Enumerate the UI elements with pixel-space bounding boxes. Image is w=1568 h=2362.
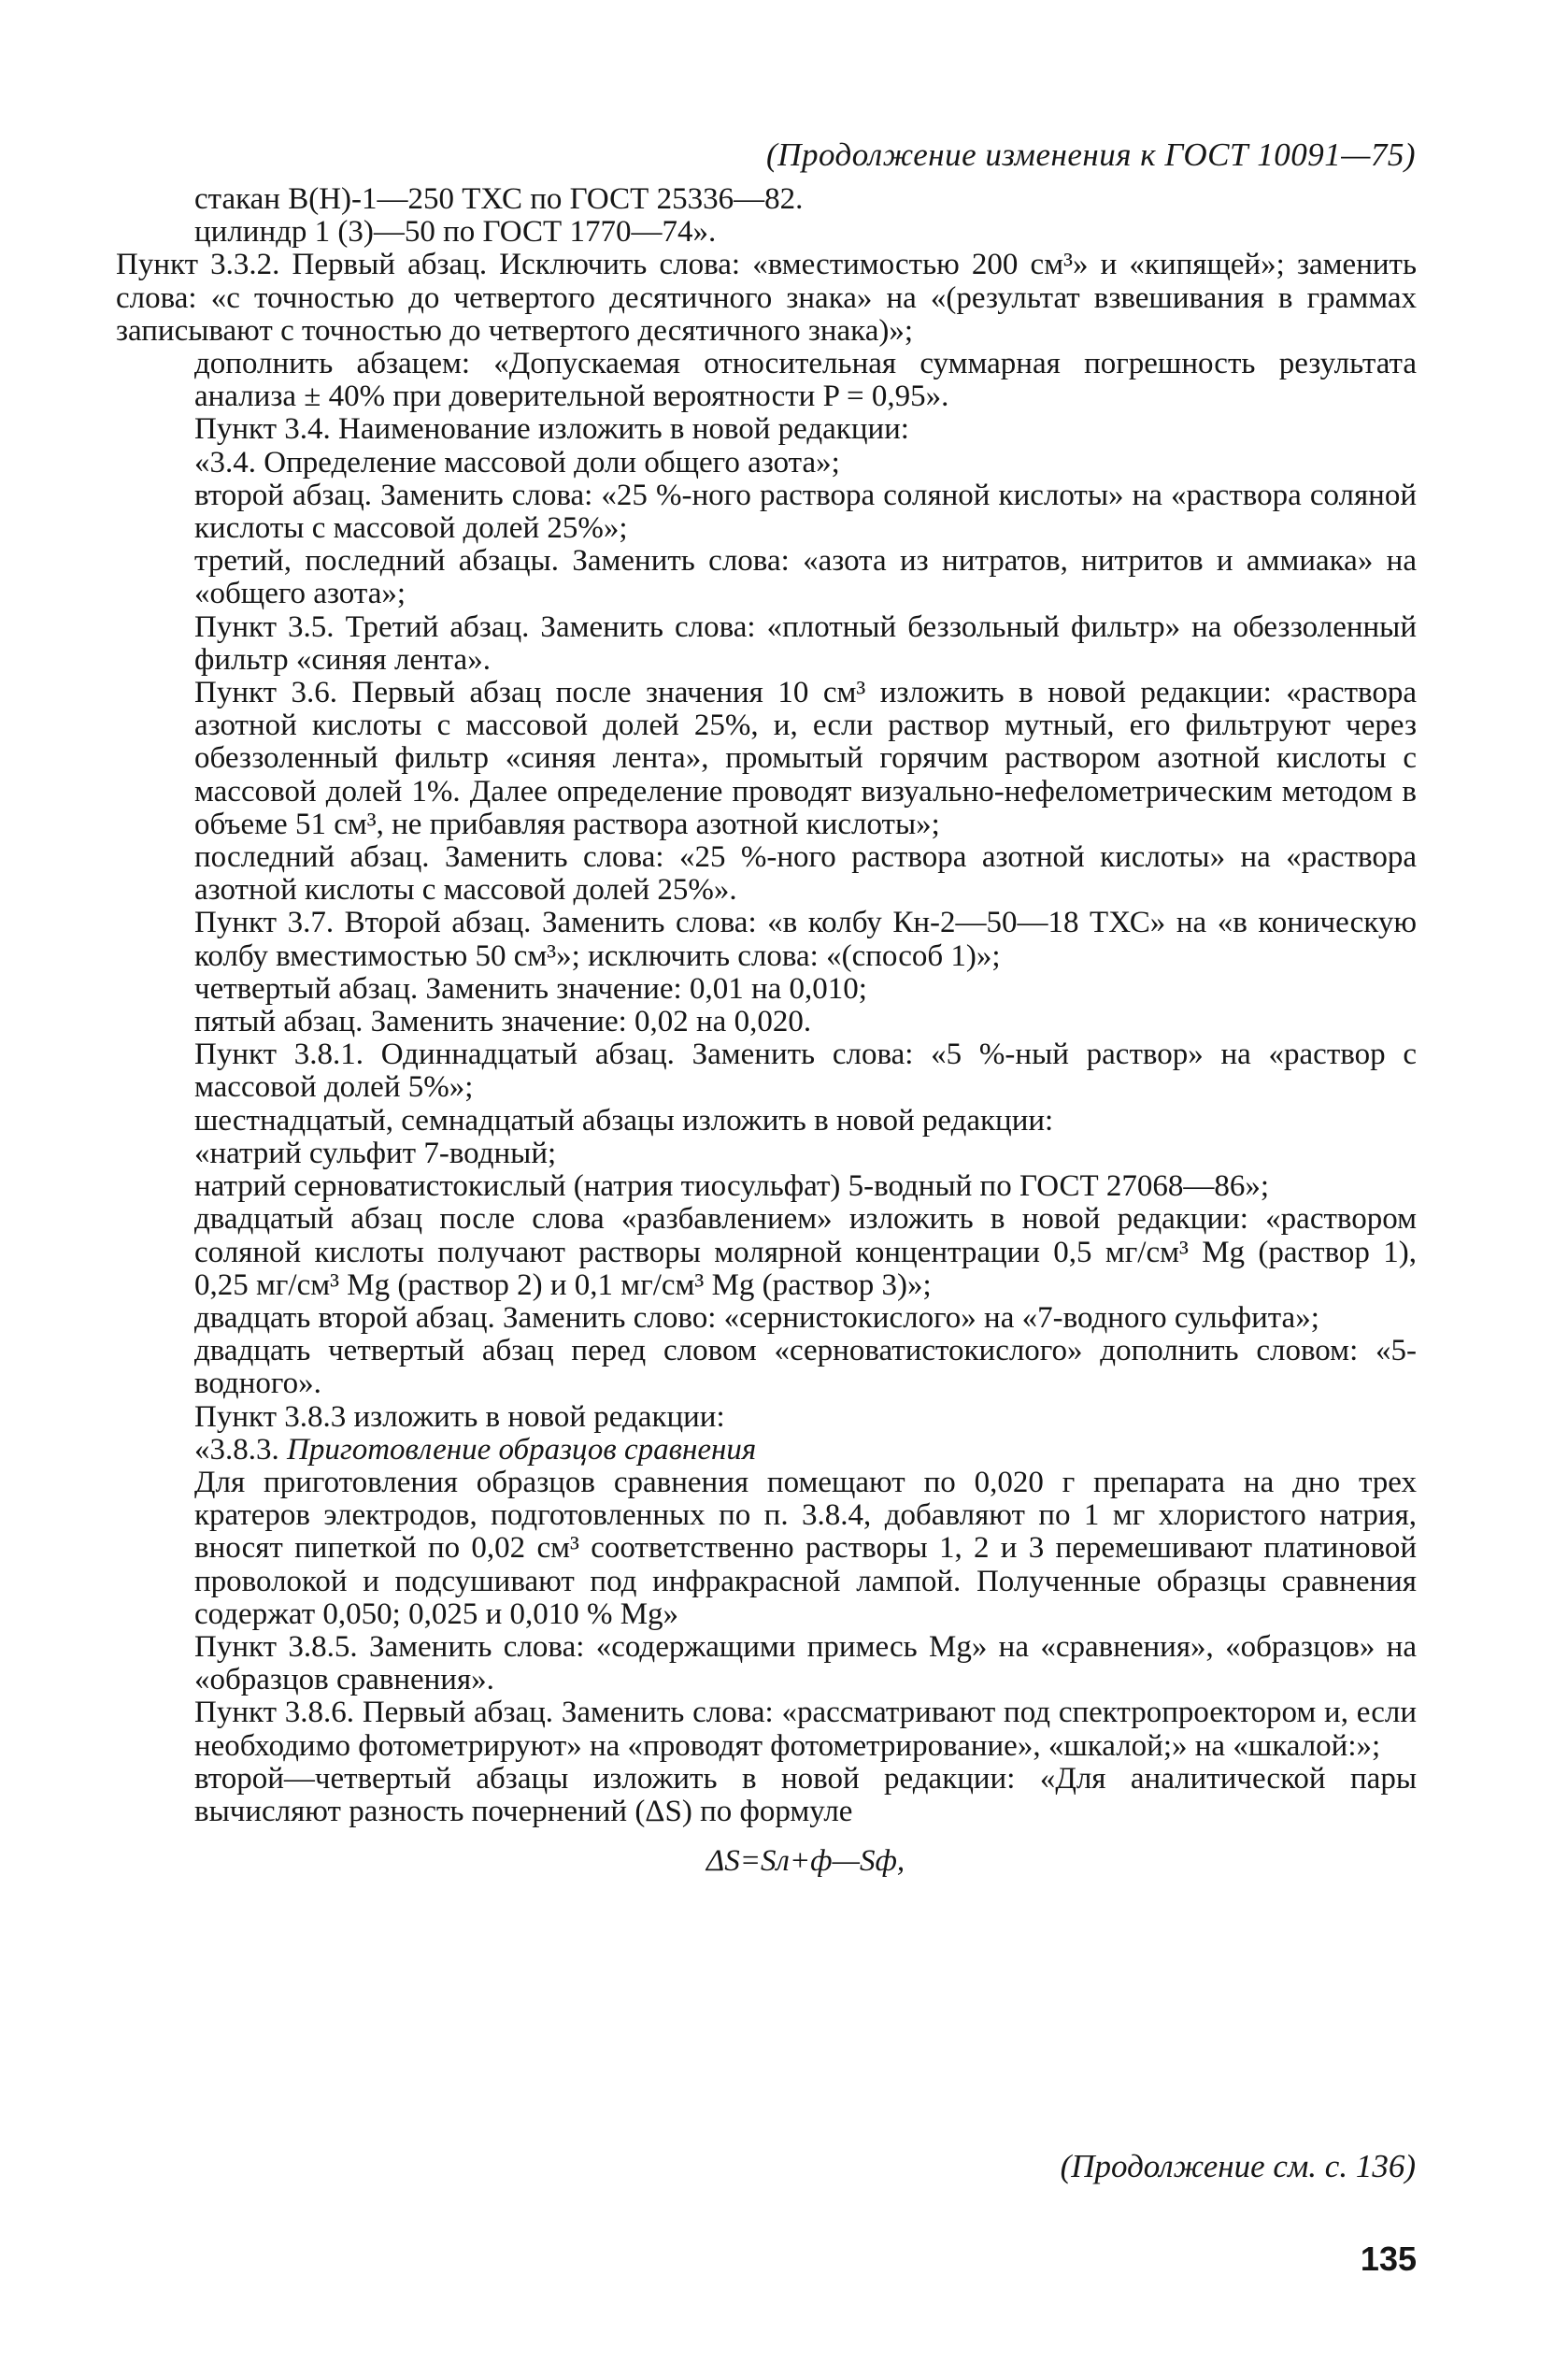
paragraph: цилиндр 1 (3)—50 по ГОСТ 1770—74». — [194, 215, 717, 250]
formula: ΔS=Sл+ф—Sф, — [706, 1844, 905, 1879]
paragraph: Пункт 3.6. Первый абзац после значения 10 см³ изложить в новой редакции: «раствора азотной кислоты с массовой долей 25%, и, если раствор мутный, его фильтруют через обеззоленный фильтр «синяя лента», промытый горячим раствором азотной кислоты с массовой долей 1%. Далее определение проводят визуально-нефелометрическим методом в объеме 51 см³, не прибавляя раствора азотной кислоты»; — [194, 676, 1417, 841]
paragraph: последний абзац. Заменить слова: «25 %-ного раствора азотной кислоты» на «раствора азотной кислоты с массовой долей 25%». — [194, 840, 1417, 908]
paragraph: Пункт 3.8.3 изложить в новой редакции: — [194, 1399, 725, 1434]
paragraph: стакан В(Н)-1—250 ТХС по ГОСТ 25336—82. — [194, 182, 804, 216]
paragraph: пятый абзац. Заменить значение: 0,02 на 0,020. — [194, 1005, 812, 1039]
paragraph: дополнить абзацем: «Допускаемая относительная суммарная погрешность результата анализа ± 40% при доверительной вероятности P = 0,95». — [194, 347, 1417, 414]
paragraph: Пункт 3.7. Второй абзац. Заменить слова: «в колбу Кн-2—50—18 ТХС» на «в коническую колбу вместимостью 50 см³»; исключить слова: «(способ 1)»; — [194, 906, 1417, 973]
paragraph: Для приготовления образцов сравнения помещают по 0,020 г препарата на дно трех кратеров электродов, подготовленных по п. 3.8.4, добавляют по 1 мг хлористого натрия, вносят пипеткой по 0,02 см³ соответственно растворы 1, 2 и 3 перемешивают платиновой проволокой и подсушивают под инфракрасной лампой. Полученные образцы сравнения содержат 0,050; 0,025 и 0,010 % Mg» — [194, 1465, 1417, 1631]
paragraph: Пункт 3.8.5. Заменить слова: «содержащими примесь Mg» на «сравнения», «образцов» на «образцов сравнения». — [194, 1629, 1417, 1697]
paragraph: четвертый абзац. Заменить значение: 0,01 на 0,010; — [194, 971, 867, 1006]
paragraph: «натрий сульфит 7-водный; — [194, 1136, 557, 1170]
paragraph: натрий серноватистокислый (натрия тиосульфат) 5-водный по ГОСТ 27068—86»; — [194, 1169, 1270, 1204]
paragraph: шестнадцатый, семнадцатый абзацы изложить в новой редакции: — [194, 1103, 1054, 1138]
continuation-note: (Продолжение см. с. 136) — [1060, 2148, 1416, 2184]
paragraph: третий, последний абзацы. Заменить слова: «азота из нитратов, нитритов и аммиака» на «общего азота»; — [194, 544, 1417, 611]
page-number: 135 — [1360, 2240, 1417, 2278]
paragraph: Пункт 3.3.2. Первый абзац. Исключить слова: «вместимостью 200 см³» и «кипящей»; заменить слова: «с точностью до четвертого десятичного знака» на «(результат взвешивания в граммах записывают с точностью до четвертого десятичного знака)»; — [116, 248, 1417, 348]
paragraph: Пункт 3.8.1. Одиннадцатый абзац. Заменить слова: «5 %-ный раствор» на «раствор с массовой долей 5%»; — [194, 1038, 1417, 1105]
paragraph: второй абзац. Заменить слова: «25 %-ного раствора соляной кислоты» на «раствора соляной кислоты с массовой долей 25%»; — [194, 478, 1417, 546]
document-body — [116, 182, 1417, 1895]
subsection-prefix: «3.8.3. — [194, 1432, 287, 1467]
paragraph: «3.4. Определение массовой доли общего азота»; — [194, 445, 840, 480]
running-header: (Продолжение изменения к ГОСТ 10091—75) — [766, 136, 1416, 173]
paragraph: Пункт 3.4. Наименование изложить в новой редакции: — [194, 412, 909, 447]
paragraph: двадцать четвертый абзац перед словом «серноватистокислого» дополнить словом: «5-водного». — [194, 1334, 1417, 1401]
paragraph: второй—четвертый абзацы изложить в новой редакции: «Для аналитической пары вычисляют разность почернений (ΔS) по формуле — [194, 1761, 1417, 1828]
subsection-heading — [194, 1434, 1417, 1467]
paragraph: Пункт 3.8.6. Первый абзац. Заменить слова: «рассматривают под спектропроектором и, если необходимо фотометрируют» на «проводят фотометрирование», «шкалой;» на «шкалой:»; — [194, 1696, 1417, 1763]
paragraph: Пункт 3.5. Третий абзац. Заменить слова: «плотный беззольный фильтр» на обеззоленный фильтр «синяя лента». — [194, 609, 1417, 677]
paragraph: двадцатый абзац после слова «разбавлением» изложить в новой редакции: «раствором соляной кислоты получают растворы молярной концентрации 0,5 мг/см³ Mg (раствор 1), 0,25 мг/см³ Mg (раствор 2) и 0,1 мг/см³ Mg (раствор 3)»; — [194, 1202, 1417, 1302]
paragraph: двадцать второй абзац. Заменить слово: «сернистокислого» на «7-водного сульфита»; — [194, 1300, 1319, 1335]
subsection-title: Приготовление образцов сравнения — [287, 1432, 757, 1467]
